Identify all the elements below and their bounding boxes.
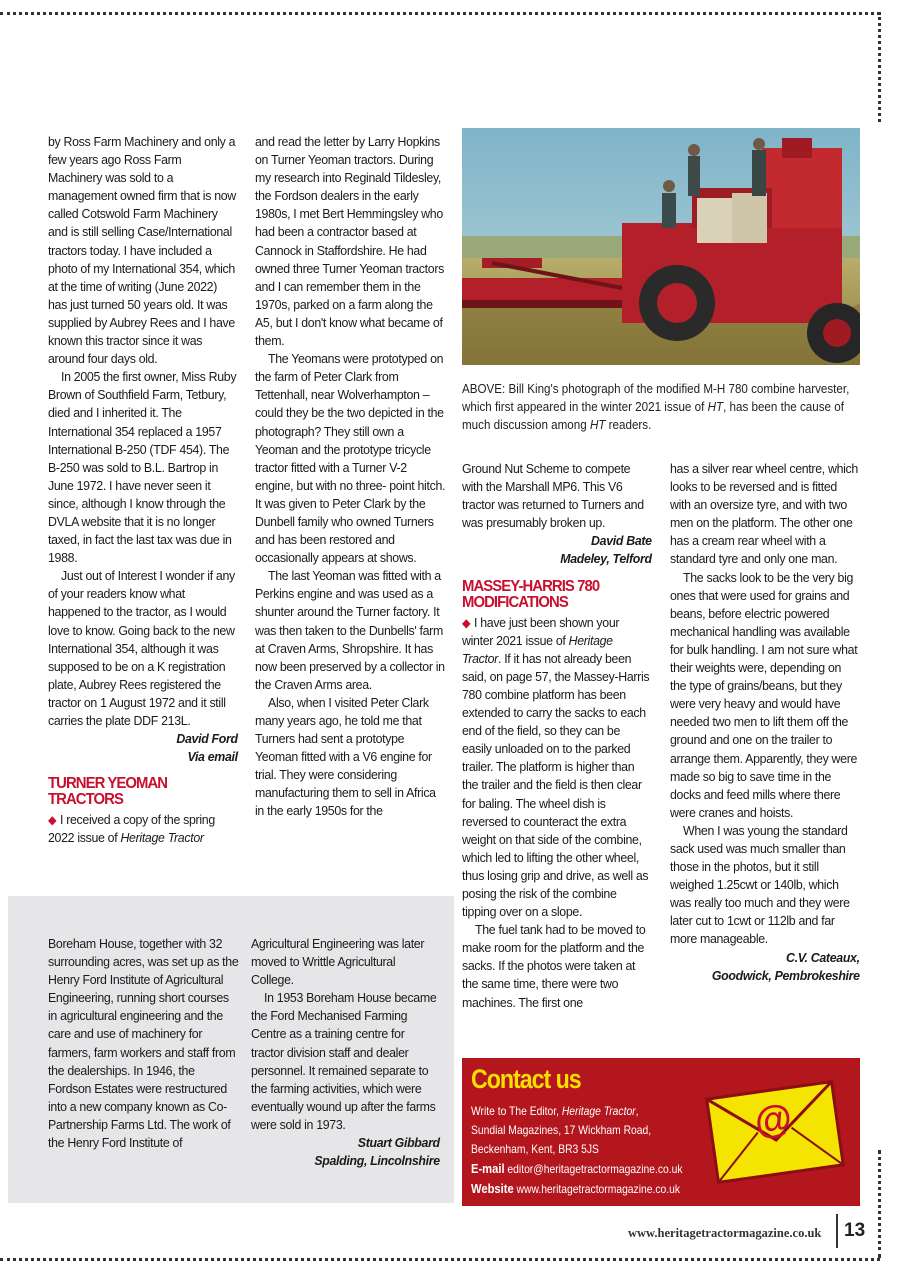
letter-signature xyxy=(462,532,652,568)
combine-harvester-photo xyxy=(462,128,860,365)
article-paragraph: Just out of Interest I wonder if any of your readers know what happened to the tractor, as I would love to know. Going back to the new International 354, although it was supposed to be on a K registration plate, Aubrey Rees registered the tractor on 1 August 1972 and it still carries the plate DDF 213L. xyxy=(48,568,235,728)
signature-name: Stuart Gibbard xyxy=(357,1135,440,1151)
page-number: 13 xyxy=(844,1220,866,1241)
contact-address-line: Sundial Magazines, 17 Wickham Road, xyxy=(471,1123,652,1137)
grey-panel-left-column xyxy=(48,935,240,1152)
article-paragraph: by Ross Farm Machinery and only a few years ago Ross Farm Machinery was sold to a management owned firm that is now called Cotswold Farm Machinery and is still selling Case/International tractors today. I have included a photo of my International 354, which at the time of writing (June 2022) has just turned 50 years old. It was supplied by Aubrey Rees and I have known this tractor since it was around four days old. xyxy=(48,134,236,367)
signature-place: Goodwick, Pembrokeshire xyxy=(711,967,860,983)
footer-url[interactable]: www.heritagetractormagazine.co.uk xyxy=(628,1226,822,1240)
signature-place: Spalding, Lincolnshire xyxy=(314,1153,440,1169)
article-paragraph: Boreham House, together with 32 surrounding acres, was set up as the Henry Ford Institute of Agricultural Engineering, running short courses in agricultural engineering and the care and use of machinery for farmers, farm workers and staff from the dealerships. In 1946, the Fordson Estates were restructured into a new company known as Co-Partnership Farms Ltd. The work of the Henry Ford Institute of xyxy=(48,936,239,1151)
article-paragraph: In 2005 the first owner, Miss Ruby Brown of Southfield Farm, Tetbury, died and I inherited it. The International 354 replaced a 1957 International B-250 (TDF 454). The B-250 was sold to B.L. Bartrop in June 1972. I have never seen it since, although I know through the DVLA website that it is no longer taxed, in fact the last tax was due in 1988. xyxy=(48,369,237,566)
contact-details xyxy=(471,1102,695,1199)
diamond-bullet-icon: ◆ xyxy=(462,615,471,630)
column-c xyxy=(462,460,652,1012)
section-heading: MASSEY-HARRIS 780 MODIFICATIONS xyxy=(462,577,600,611)
article-paragraph: Ground Nut Scheme to compete with the Marshall MP6. This V6 tractor was returned to Turners and was presumably broken up. xyxy=(462,461,644,531)
column-d xyxy=(670,460,860,985)
article-paragraph: The Yeomans were prototyped on the farm of Peter Clark from Tettenhall, near Wolverhampton – could they be the two depicted in the photograph? They still own a Yeoman and the prototype tricycle tractor fitted with a Turner V-2 engine, but with no three- point hitch. It was given to Peter Clark by the Dunbell family who owned Turners and has been restored and occasionally appears at shows. xyxy=(255,351,446,566)
grey-panel-right-column xyxy=(251,935,440,1170)
photo-caption: ABOVE: Bill King's photograph of the modified M-H 780 combine harvester, which first appeared in the winter 2021 issue of HT, has been the cause of much discussion among HT readers. xyxy=(462,382,850,432)
contact-address-line: Write to The Editor, Heritage Tractor, xyxy=(471,1104,639,1118)
article-paragraph: Also, when I visited Peter Clark many years ago, he told me that Turners had sent a prototype Yeoman fitted with a V6 engine for trial. They were considering manufacturing them to sell in Africa in the early 1950s for the xyxy=(255,694,436,819)
letter-signature xyxy=(251,1134,440,1170)
letter-signature xyxy=(48,730,238,766)
article-paragraph: When I was young the standard sack used was much smaller than those in the photos, but it still weighed 1.25cwt or 140lb, which was really too much and they were later cut to 1cwt or 112lb and far more manageable. xyxy=(670,822,850,947)
column-b xyxy=(255,133,447,821)
article-paragraph: Agricultural Engineering was later moved to Writtle Agricultural College. xyxy=(251,936,425,988)
article-paragraph: ◆ I received a copy of the spring 2022 issue of Heritage Tractor xyxy=(48,812,215,846)
article-paragraph: has a silver rear wheel centre, which looks to be reversed and is fitted with an oversize tyre, and with two men on the platform. The other one has a cream rear wheel with a standard tyre and only one man. xyxy=(670,461,858,567)
contact-website[interactable]: Website www.heritagetractormagazine.co.uk xyxy=(471,1181,681,1196)
article-paragraph: The sacks look to be the very big ones that were used for grains and beans, before electric powered mechanical handling was available for bulk handling. I am not sure what their weights were, depending on the type of grains/beans, but they were very heavy and would have needed two men to lift them off the ground and one on the trailer to arrange them. Apparently, they were made so big to save time in the docks and feed mills where there were cranes and hoists. xyxy=(670,569,858,820)
signature-name: David Bate xyxy=(591,533,652,549)
right-dotted-border-lower xyxy=(878,1150,881,1258)
right-dotted-border xyxy=(878,12,881,122)
contact-address-line: Beckenham, Kent, BR3 5JS xyxy=(471,1142,599,1156)
signature-name: David Ford xyxy=(176,731,238,747)
article-paragraph: and read the letter by Larry Hopkins on Turner Yeoman tractors. During my research into Reginald Tildesley, the Fordson dealers in the early 1980s, I met Bert Hemmingsley who had been a contractor based at Cannock in Staffordshire. He had owned three Turner Yeoman tractors and I can remember them in the 1970s, parked on a farm along the A5, but I don't know what became of them. xyxy=(255,134,444,349)
footer-divider xyxy=(836,1214,838,1248)
contact-title: Contact us xyxy=(471,1064,581,1094)
bottom-dotted-border xyxy=(0,1258,880,1261)
signature-place: Via email xyxy=(187,749,238,765)
diamond-bullet-icon: ◆ xyxy=(48,813,57,828)
article-paragraph: In 1953 Boreham House became the Ford Mechanised Farming Centre as a training centre for tractor division staff and dealer personnel. It remained separate to the farming activities, which were eventually wound up after the farms were sold in 1973. xyxy=(251,990,437,1132)
letter-signature xyxy=(670,949,860,985)
envelope-icon xyxy=(700,1068,850,1196)
top-dotted-border xyxy=(0,12,880,15)
contact-email[interactable]: E-mail editor@heritagetractormagazine.co.uk xyxy=(471,1161,683,1176)
at-symbol-icon: @ xyxy=(752,1096,795,1144)
column-a xyxy=(48,133,238,847)
signature-name: C.V. Cateaux, xyxy=(786,949,860,965)
section-heading: TURNER YEOMAN TRACTORS xyxy=(48,775,168,809)
article-paragraph: ◆ I have just been shown your winter 2021 issue of Heritage Tractor. If it has not already been said, on page 57, the Massey-Harris 780 combine platform has been extended to carry the sacks to each end of the field, so they can be easily unloaded on to the parked trailer. The platform is higher than the trailer and the field is then clear for baling. The wheel dish is reversed to counteract the extra weight on that side of the combine, which led to lifting the other wheel, thus losing grip and drive, as well as posing the risk of the combine tipping over on a slope. xyxy=(462,614,650,920)
contact-box xyxy=(462,1058,860,1206)
signature-place: Madeley, Telford xyxy=(560,551,652,567)
article-paragraph: The last Yeoman was fitted with a Perkins engine and was used as a shunter around the Turner factory. It was then taken to the Dunbells' farm at Craven Arms, Shropshire. It has now been preserved by a collector in the Craven Arms area. xyxy=(255,568,445,692)
article-paragraph: The fuel tank had to be moved to make room for the platform and the sacks. If the photos were taken at the same time, there were two machines. The first one xyxy=(462,922,646,1010)
